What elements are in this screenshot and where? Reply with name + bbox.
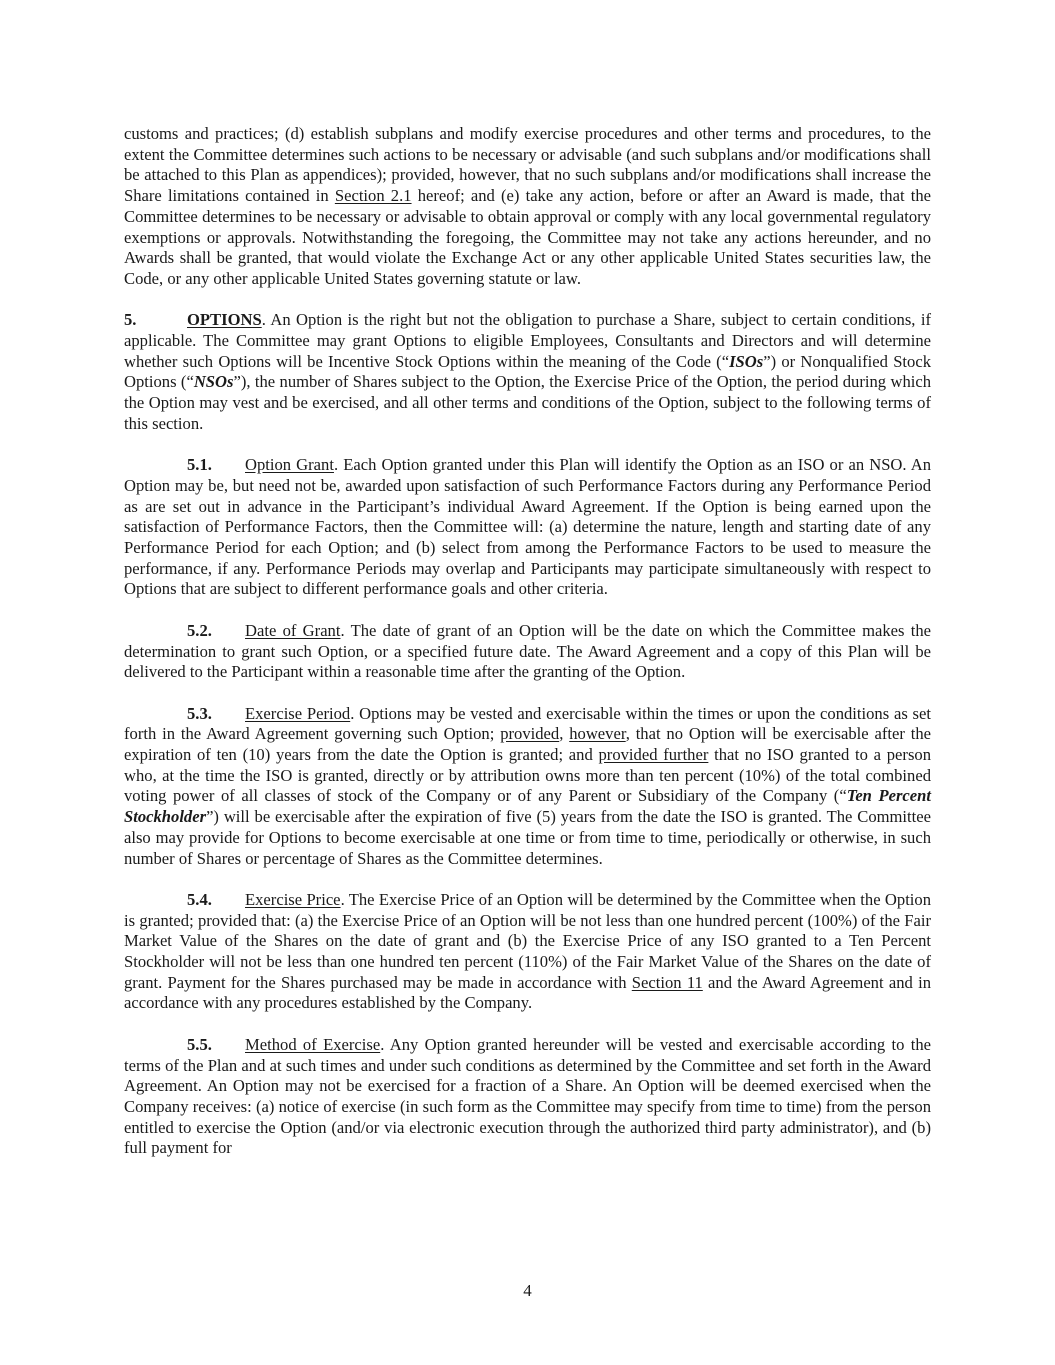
- intro-paragraph: customs and practices; (d) establish subplans and modify exercise procedures and other terms and procedures, to the extent the Committee determines such actions to be necessary or advisable (and such subplans and/or modifications shall be attached to this Plan as appendices); provided, however, that no such subplans and/or modifications shall increase the Share limitations contained in Section 2.1 hereof; and (e) take any action, before or after an Award is made, that the Committee determines to be necessary or advisable to obtain approval or comply with any local governmental regulatory exemptions or approvals. Notwithstanding the foregoing, the Committee may not take any actions hereunder, and no Awards shall be granted, that would violate the Exchange Act or any other applicable United States securities law, the Code, or any other applicable United States governing statute or law.: [124, 124, 931, 288]
- section-5-1-number: 5.1.: [187, 455, 212, 475]
- section-5-1-title: Option Grant: [245, 455, 334, 475]
- section-5-3-number: 5.3.: [187, 703, 212, 723]
- term-nsos: NSOs: [193, 372, 234, 392]
- section-5-5-title: Method of Exercise: [245, 1034, 381, 1054]
- section-5-4-title: Exercise Price: [245, 889, 341, 909]
- term-ten-percent-stockholder: Ten Percent Stockholder: [124, 786, 931, 827]
- section-5-4-paragraph: 5.4. Exercise Price. The Exercise Price of an Option will be determined by the Committee when the Option is granted; provided that: (a) the Exercise Price of an Option will be not less than one hundred percent (100%) of the Fair Market Value of the Shares on the date of grant and (b) the Exercise Price of any ISO granted to a Ten Percent Stockholder will not be less than one hundred ten percent (110%) of the Fair Market Value of the Shares on the date of grant. Payment for the Shares purchased may be made in accordance with Section 11 and the Award Agreement and in accordance with any procedures established by the Company.: [124, 889, 932, 1013]
- section-5-4-number: 5.4.: [187, 889, 212, 909]
- section-5-2-title: Date of Grant: [245, 620, 341, 640]
- section-5-1-paragraph: 5.1. Option Grant. Each Option granted under this Plan will identify the Option as an ISO or an NSO. An Option may be, but need not be, awarded upon satisfaction of such Performance Factors during any Performance Period as are set out in advance in the Participant’s individual Award Agreement. If the Option is being earned upon the satisfaction of Performance Factors, then the Committee will: (a) determine the nature, length and starting date of any Performance Period for each Option; and (b) select from among the Performance Factors to be used to measure the performance, if any. Performance Periods may overlap and Participants may participate simultaneously with respect to Options that are subject to different performance goals and other criteria.: [124, 455, 932, 599]
- section-5-paragraph: 5. OPTIONS. An Option is the right but not the obligation to purchase a Share, subject to certain conditions, if applicable. The Committee may grant Options to eligible Employees, Consultants and Directors and will determine whether such Options will be Incentive Stock Options within the meaning of the Code (“ISOs”) or Nonqualified Stock Options (“NSOs”), the number of Shares subject to the Option, the Exercise Price of the Option, the period during which the Option may vest and be exercised, and all other terms and conditions of the Option, subject to the following terms of this section.: [124, 310, 932, 433]
- section-5-5-paragraph: 5.5. Method of Exercise. Any Option granted hereunder will be vested and exercisable according to the terms of the Plan and at such times and under such conditions as determined by the Committee and set forth in the Award Agreement. An Option may not be exercised for a fraction of a Share. An Option will be deemed exercised when the Company receives: (a) notice of exercise (in such form as the Committee may specify from time to time) from the person entitled to exercise the Option (and/or via electronic execution through the authorized third party administrator), and (b) full payment for: [124, 1034, 931, 1158]
- section-5-5-number: 5.5.: [187, 1034, 212, 1054]
- section-5-heading: OPTIONS: [187, 310, 262, 330]
- section-2-1-reference[interactable]: Section 2.1: [334, 186, 412, 206]
- section-5-3-paragraph: 5.3. Exercise Period. Options may be vested and exercisable within the times or upon the conditions as set forth in the Award Agreement governing such Option; provided, however, that no Option will be exercisable after the expiration of ten (10) years from the date the Option is granted; and provided further that no ISO granted to a person who, at the time the ISO is granted, directly or by attribution owns more than ten percent (10%) of the total combined voting power of all classes of stock of the Company or of any Parent or Subsidiary of the Company (“Ten Percent Stockholder”) will be exercisable after the expiration of five (5) years from the date the ISO is granted. The Committee also may provide for Options to become exercisable at one time or from time to time, periodically or otherwise, in such number of Shares or percentage of Shares as the Committee determines.: [124, 703, 932, 868]
- term-isos: ISOs: [729, 351, 764, 371]
- section-5-number: 5.: [124, 310, 137, 330]
- document-page: [124, 124, 931, 1159]
- page-number: 4: [523, 1281, 532, 1300]
- section-5-2-paragraph: 5.2. Date of Grant. The date of grant of an Option will be the date on which the Committee makes the determination to grant such Option, or a specified future date. The Award Agreement and a copy of this Plan will be delivered to the Participant within a reasonable time after the granting of the Option.: [124, 620, 931, 682]
- section-11-reference[interactable]: Section 11: [631, 972, 703, 992]
- section-5-3-title: Exercise Period: [245, 703, 351, 723]
- section-5-2-number: 5.2.: [187, 620, 212, 640]
